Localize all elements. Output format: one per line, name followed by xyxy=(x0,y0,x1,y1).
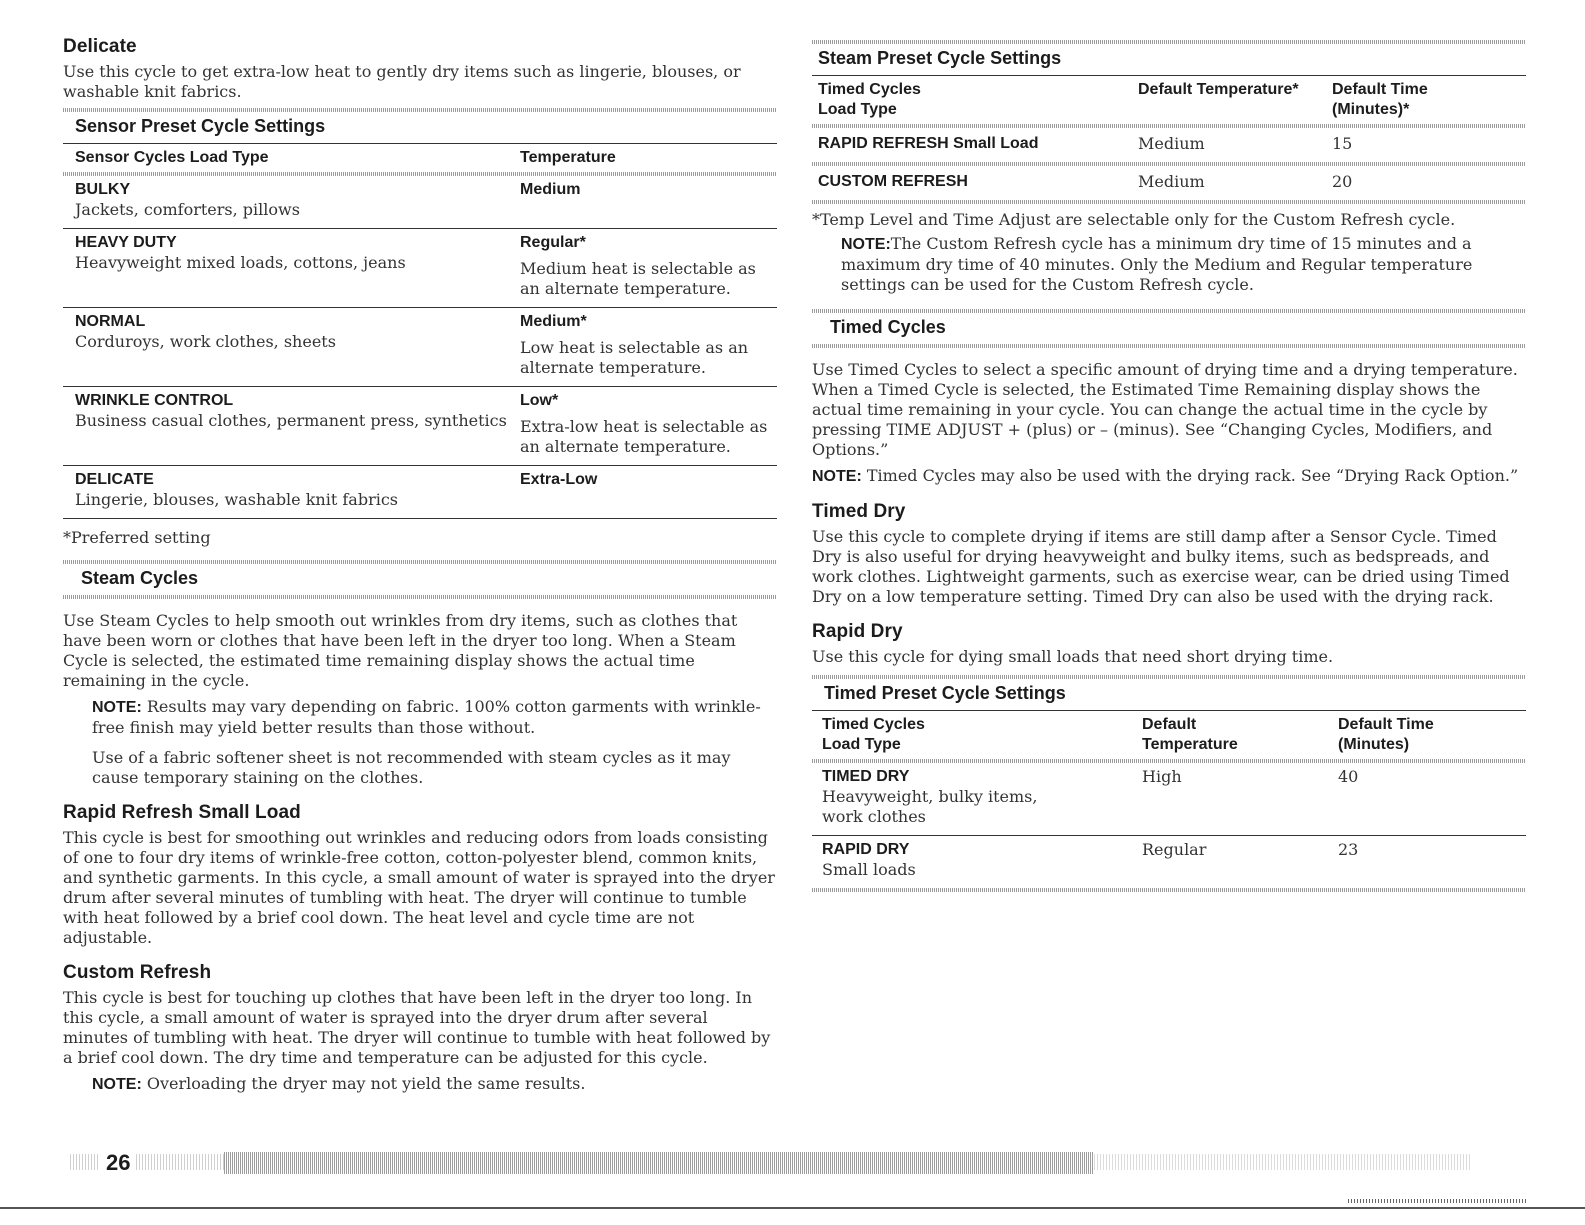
footer-code-marks xyxy=(1348,1199,1528,1203)
header-load-type: Load Type xyxy=(818,101,897,118)
note-text: Timed Cycles may also be used with the drying rack. See “Drying Rack Option.” xyxy=(861,466,1519,485)
timed-dry-block xyxy=(812,501,1526,607)
rapid-dry-block xyxy=(812,621,1526,667)
divider xyxy=(63,595,777,599)
temperature: Regular* xyxy=(520,234,586,251)
table-row xyxy=(63,466,777,519)
divider xyxy=(812,344,1526,348)
temperature: Medium xyxy=(520,181,581,198)
table-row xyxy=(812,128,1526,162)
delicate-text: Use this cycle to get extra-low heat to gently dry items such as lingerie, blouses, or washable knit fabrics. xyxy=(63,62,741,101)
temperature: Medium xyxy=(1138,172,1205,191)
steam-table-block xyxy=(812,40,1526,295)
rapid-refresh-text: This cycle is best for smoothing out wrinkles and reducing odors from loads consisting of one to four dry items of wrinkle-free cotton, cotton-polyester blend, common knits, and synthetic garments. In this cycle, a small amount of water is sprayed into the dryer drum after several minutes of tumbling with heat. The dryer will continue to tumble with heat followed by a brief cool down. The heat level and cycle time are not adjustable. xyxy=(63,828,775,947)
temperature: Medium* xyxy=(520,313,587,330)
table-row xyxy=(63,387,777,466)
time-minutes: 40 xyxy=(1338,767,1359,786)
cycle-name: RAPID DRY xyxy=(822,841,910,858)
table-header-row xyxy=(812,711,1526,759)
load-type: Jackets, comforters, pillows xyxy=(75,200,300,219)
steam-table-note xyxy=(841,234,1526,295)
load-type: Lingerie, blouses, washable knit fabrics xyxy=(75,490,398,509)
time-minutes: 23 xyxy=(1338,840,1359,859)
temperature-note: Medium heat is selectable as an alternate temperature. xyxy=(520,259,756,298)
table-row xyxy=(812,836,1526,889)
header-default-temperature: Default Temperature* xyxy=(1138,81,1299,98)
timed-table-title: Timed Preset Cycle Settings xyxy=(824,683,1066,703)
timed-dry-text: Use this cycle to complete drying if items are still damp after a Sensor Cycle. Timed Dry is also useful for drying heavyweight and bulky items, such as bedspreads, and work clothes. Lightweight garments, such as exercise wear, can be dried using Timed Dry on a low temperature setting. Timed Dry can also be used with the drying rack. xyxy=(812,527,1510,606)
timed-cycles-block xyxy=(812,309,1526,487)
table-row xyxy=(63,229,777,308)
footer-decoration xyxy=(1094,1154,1470,1170)
table-row xyxy=(812,166,1526,200)
timed-cycles-note xyxy=(812,466,1526,487)
left-column xyxy=(63,36,777,1095)
note-text: Overloading the dryer may not yield the same results. xyxy=(141,1074,586,1093)
temperature: Low* xyxy=(520,392,559,409)
header-default: Default xyxy=(1142,716,1197,733)
temperature-note: Extra-low heat is selectable as an alternate temperature. xyxy=(520,417,768,456)
note-label: NOTE: xyxy=(92,1076,142,1093)
rapid-refresh-heading: Rapid Refresh Small Load xyxy=(63,802,301,823)
note-label: NOTE: xyxy=(812,468,862,485)
load-type: Corduroys, work clothes, sheets xyxy=(75,332,336,351)
divider xyxy=(812,888,1526,892)
delicate-heading: Delicate xyxy=(63,36,137,57)
divider xyxy=(812,200,1526,204)
cycle-name: DELICATE xyxy=(75,471,154,488)
sensor-table-title: Sensor Preset Cycle Settings xyxy=(75,116,326,136)
load-type: Small loads xyxy=(822,860,916,879)
load-type: Heavyweight, bulky items, work clothes xyxy=(822,787,1038,826)
temperature: Extra-Low xyxy=(520,471,598,488)
table-row xyxy=(63,176,777,229)
timed-cycles-title: Timed Cycles xyxy=(830,317,946,337)
timed-dry-heading: Timed Dry xyxy=(812,501,906,522)
note-label: NOTE: xyxy=(92,699,142,716)
steam-cycles-block xyxy=(63,560,777,788)
footer-decoration xyxy=(70,1154,100,1170)
header-timed-cycles: Timed Cycles xyxy=(822,716,925,733)
table-footnote: *Temp Level and Time Adjust are selectable only for the Custom Refresh cycle. xyxy=(812,210,1456,229)
steam-table-title: Steam Preset Cycle Settings xyxy=(818,48,1062,68)
header-minutes: (Minutes)* xyxy=(1332,101,1410,118)
steam-note-2: Use of a fabric softener sheet is not recommended with steam cycles as it may cause temporary staining on the clothes. xyxy=(92,748,731,787)
temperature: Medium xyxy=(1138,134,1205,153)
table-header-row xyxy=(812,76,1526,124)
steam-cycles-text: Use Steam Cycles to help smooth out wrinkles from dry items, such as clothes that have been worn or clothes that have been left in the dryer too long. When a Steam Cycle is selected, the estimated time remaining display shows the actual time remaining in the cycle. xyxy=(63,611,738,690)
header-temperature: Temperature xyxy=(520,149,616,166)
header-load-type: Sensor Cycles Load Type xyxy=(75,149,269,166)
footer-decoration xyxy=(224,1152,1094,1174)
cycle-name: WRINKLE CONTROL xyxy=(75,392,234,409)
note-text: The Custom Refresh cycle has a minimum dry time of 15 minutes and a maximum dry time of 40 minutes. Only the Medium and Regular temperature settings can be used for the Custom Refresh cycle. xyxy=(841,234,1473,294)
footer-decoration xyxy=(136,1154,224,1170)
timed-table-block xyxy=(812,675,1526,892)
steam-note xyxy=(92,697,777,738)
steam-preset-table xyxy=(812,76,1526,204)
cycle-name: CUSTOM REFRESH xyxy=(818,173,968,190)
rapid-dry-heading: Rapid Dry xyxy=(812,621,903,642)
table-row xyxy=(63,308,777,387)
rapid-refresh-block xyxy=(63,802,777,948)
time-minutes: 15 xyxy=(1332,134,1353,153)
header-default-time: Default Time xyxy=(1332,81,1428,98)
time-minutes: 20 xyxy=(1332,172,1353,191)
temperature-note: Low heat is selectable as an alternate temperature. xyxy=(520,338,749,377)
cycle-name: RAPID REFRESH Small Load xyxy=(818,135,1039,152)
sensor-preset-table xyxy=(63,144,777,519)
note-text: Results may vary depending on fabric. 100% cotton garments with wrinkle-free finish may yield better results than those without. xyxy=(92,697,761,737)
note-label: NOTE: xyxy=(841,236,891,253)
right-column xyxy=(812,40,1526,892)
rapid-dry-text: Use this cycle for dying small loads that need short drying time. xyxy=(812,647,1334,666)
header-default-time: Default Time xyxy=(1338,716,1434,733)
header-timed-cycles: Timed Cycles xyxy=(818,81,921,98)
sensor-table-block xyxy=(63,108,777,548)
custom-refresh-text: This cycle is best for touching up clothes that have been left in the dryer too long. In this cycle, a small amount of water is sprayed into the dryer drum after several minutes of tumbling with heat. The dryer will continue to tumble with heat followed by a brief cool down. The dry time and temperature can be adjusted for this cycle. xyxy=(63,988,771,1067)
cycle-name: NORMAL xyxy=(75,313,146,330)
cycle-name: BULKY xyxy=(75,181,131,198)
temperature: High xyxy=(1142,767,1182,786)
header-load-type: Load Type xyxy=(822,736,901,753)
steam-cycles-title: Steam Cycles xyxy=(81,568,199,588)
timed-cycles-text: Use Timed Cycles to select a specific amount of drying time and a drying temperature. When a Timed Cycle is selected, the Estimated Time Remaining display shows the actual time remaining in your cycle. You can change the actual time in the cycle by pressing TIME ADJUST + (plus) or – (minus). See “Changing Cycles, Modifiers, and Options.” xyxy=(812,360,1518,459)
header-temperature: Temperature xyxy=(1142,736,1238,753)
custom-refresh-note xyxy=(92,1074,777,1095)
cycle-name: TIMED DRY xyxy=(822,768,910,785)
load-type: Heavyweight mixed loads, cottons, jeans xyxy=(75,253,406,272)
custom-refresh-heading: Custom Refresh xyxy=(63,962,212,983)
timed-preset-table xyxy=(812,711,1526,892)
header-minutes: (Minutes) xyxy=(1338,736,1410,753)
page-number: 26 xyxy=(106,1150,131,1175)
table-header-row xyxy=(63,144,777,172)
page-footer xyxy=(70,1148,1470,1178)
table-row xyxy=(812,763,1526,836)
cycle-name: HEAVY DUTY xyxy=(75,234,177,251)
load-type: Business casual clothes, permanent press, synthetics xyxy=(75,411,507,430)
custom-refresh-block xyxy=(63,962,777,1095)
temperature: Regular xyxy=(1142,840,1207,859)
page-bottom-rule xyxy=(0,1207,1585,1209)
table-footnote: *Preferred setting xyxy=(63,528,211,547)
